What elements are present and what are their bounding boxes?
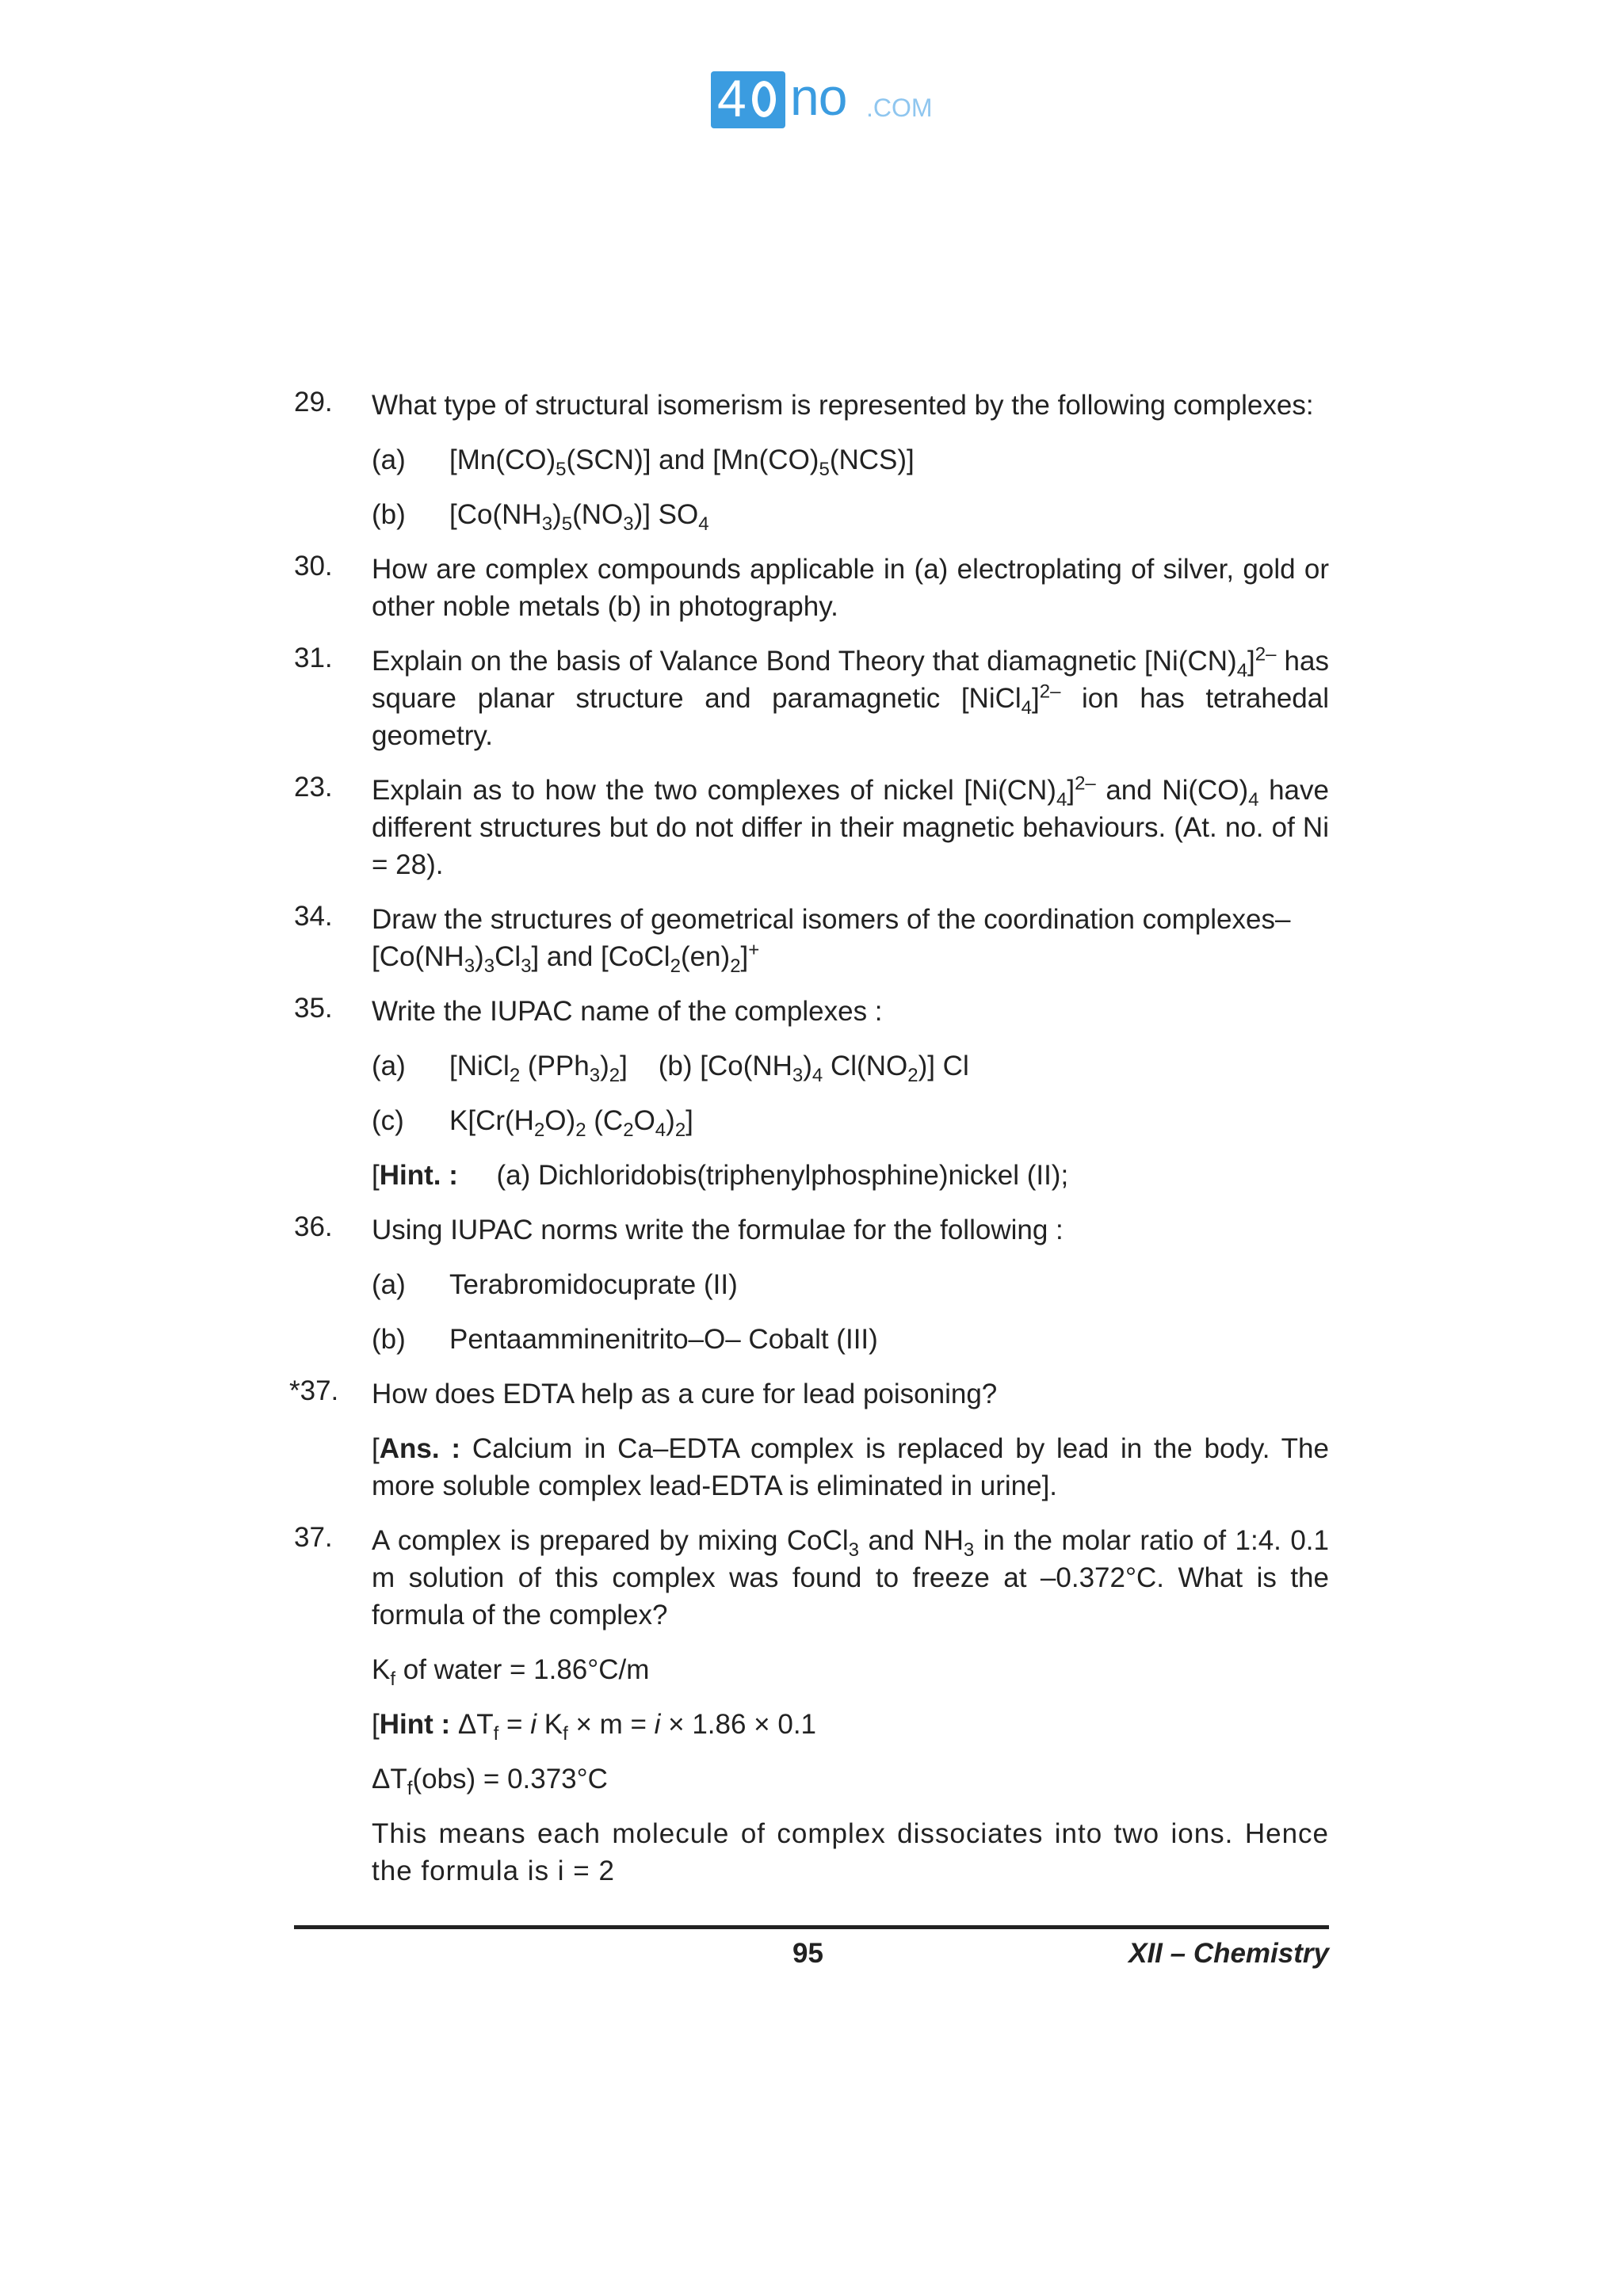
question-text: How does EDTA help as a cure for lead poisoning?	[372, 1379, 998, 1409]
footer-title: XII – Chemistry	[1128, 1938, 1329, 1969]
question-36	[294, 1211, 1329, 1358]
question-number: 30.	[294, 551, 333, 582]
answer: [Ans. : Calcium in Ca–EDTA complex is replaced by lead in the body. The more soluble complex lead-EDTA is eliminated in urine].	[372, 1433, 1329, 1501]
question-30	[294, 551, 1329, 625]
question-37	[294, 1522, 1329, 1890]
conclusion: This means each molecule of complex dissociates into two ions. Hence the formula is i = 2	[372, 1818, 1329, 1886]
question-text: A complex is prepared by mixing CoCl$_3$ and $NH_3$ in the molar ratio of 1:4. 0.1 m solution of this complex was found to freeze at –0.372°C. What is the formula of the complex?	[372, 1525, 1329, 1630]
option-a: (a) Terabromidocuprate (II)	[372, 1269, 738, 1300]
hint: [Hint : $\Delta T_f = i$ $K_f \times m = i \times 1.86 \times 0.1$	[372, 1709, 817, 1745]
question-text: Write the IUPAC name of the complexes :	[372, 996, 883, 1027]
question-list	[289, 387, 1329, 1907]
logo-number: 4	[717, 69, 747, 128]
question-text: How are complex compounds applicable in (a) electroplating of silver, gold or other noble metals (b) in photography.	[372, 554, 1329, 622]
logo-badge	[711, 71, 785, 128]
question-37-star	[289, 1375, 1329, 1505]
question-text: Draw the structures of geometrical isomers of the coordination complexes– $[Co(NH_3)_3Cl_3]$ and $[CoCl_2(en)_2]^+$	[372, 904, 1291, 977]
question-number: 37.	[294, 1522, 333, 1553]
question-34	[294, 901, 1329, 975]
question-text: Using IUPAC norms write the formulae for the following :	[372, 1215, 1064, 1245]
logo-tld: .COM	[866, 93, 933, 122]
option-a: (a) $[Mn(CO)_5(SCN)]$ and $[Mn(CO)_5(NCS)]$	[372, 444, 915, 480]
question-number: 34.	[294, 901, 333, 932]
question-29	[294, 387, 1329, 533]
option-b: (b) $[Co(NH_3)_5(NO_3)]$ $SO_4$	[372, 499, 709, 535]
observed-value: $\Delta T_f(obs) = 0.373^\circ C$	[372, 1764, 608, 1799]
question-number: 23.	[294, 772, 333, 803]
question-text: Explain on the basis of Valance Bond Theory that diamagnetic $[Ni(CN)_4]^{2-}$ has square planar structure and paramagnetic [NiCl$_4$]$^{2-}$ ion has tetrahedal geometry.	[372, 643, 1329, 751]
page-number: 95	[792, 1938, 823, 1969]
question-35	[294, 993, 1329, 1194]
question-number: 29.	[294, 387, 333, 418]
question-text: What type of structural isomerism is represented by the following complexes:	[372, 390, 1314, 421]
question-23	[294, 772, 1329, 883]
question-number: *37.	[289, 1375, 339, 1406]
option-c: (c) $K[Cr(H_2O)_2$ $(C_2O_4)_2$]	[372, 1105, 693, 1141]
footer-divider	[294, 1925, 1329, 1929]
logo-name: no	[790, 67, 847, 126]
logo-ring	[752, 81, 776, 117]
hint: [Hint. : (a) Dichloridobis(triphenylphosphine)nickel (II);	[372, 1160, 1069, 1191]
option-b: (b) Pentaamminenitrito–O– Cobalt (III)	[372, 1324, 878, 1355]
question-number: 36.	[294, 1211, 333, 1242]
given-constant: $K_f$ of water = 1.86°C/m	[372, 1654, 650, 1690]
question-number: 35.	[294, 993, 333, 1024]
question-number: 31.	[294, 643, 333, 673]
question-text: Explain as to how the two complexes of nickel $[Ni(CN)_4]^{2-}$ and $Ni(CO)_4$ have different structures but do not differ in their magnetic behaviours. (At. no. of Ni = 28).	[372, 772, 1329, 880]
question-31	[294, 643, 1329, 754]
option-a: (a) [NiCl$_2$ $(PPh_3)_2$] (b) [$Co(NH_3)_4$ $Cl(NO_2)$] Cl	[372, 1051, 969, 1086]
